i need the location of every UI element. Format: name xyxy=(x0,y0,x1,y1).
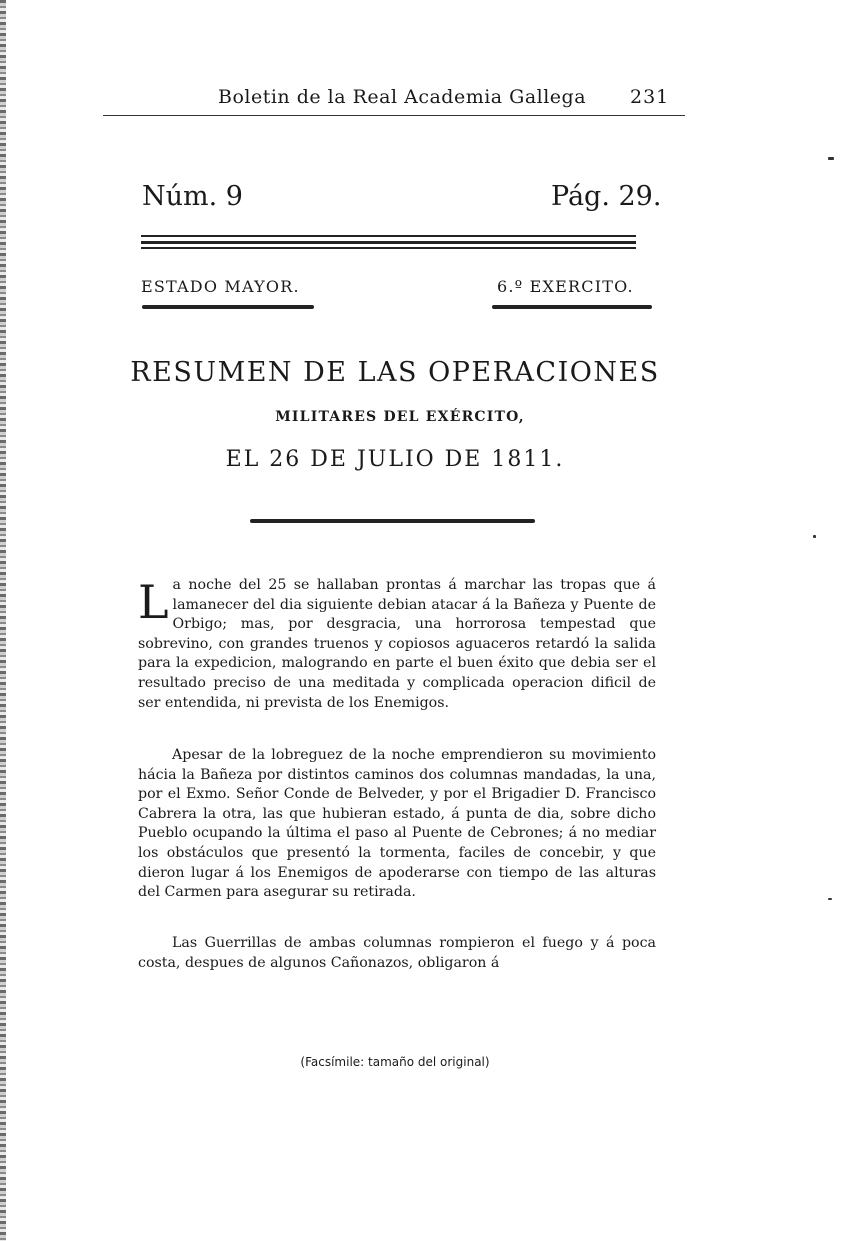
issue-number: Núm. 9 xyxy=(142,181,243,212)
paragraph-2: Apesar de la lobreguez de la noche emprendieron su movimiento hácia la Bañeza por distintos caminos dos columnas mandadas, la una, por el Exmo. Señor Conde de Belveder, y por el Brigadier D. Francisco Cabrera la otra, las que hubieran estado, á punta de dia, sobre dicho Pueblo ocupando la última el paso al Puente de Cebrones; á no mediar los obstáculos que presentó la tormenta, faciles de concebir, y que dieron lugar á los Enemigos de apoderarse con tiempo de las alturas del Carmen para asegurar su retirada. xyxy=(138,747,656,901)
paragraph-1 xyxy=(138,576,656,713)
page-number: 231 xyxy=(630,86,670,108)
date-line: EL 26 DE JULIO DE 1811. xyxy=(225,447,565,472)
paragraph-3: Las Guerrillas de ambas columnas rompieron el fuego y á poca costa, despues de algunos Cañonazos, obligaron á xyxy=(138,935,656,971)
main-title: RESUMEN DE LAS OPERACIONES xyxy=(130,357,660,388)
right-short-rule xyxy=(492,305,652,309)
drop-cap: L xyxy=(138,575,169,629)
running-head-title: Boletin de la Real Academia Gallega xyxy=(218,86,587,108)
scan-speck xyxy=(813,535,816,538)
facsimile-caption: (Facsímile: tamaño del original) xyxy=(300,1055,490,1069)
scan-speck xyxy=(828,157,834,160)
paragraph-1-text: a noche del 25 se hallaban prontas á marchar las tropas que á lamanecer del dia siguiente debian atacar á la Bañeza y Puente de Orbigo; mas, por desgracia, una horrorosa tempestad que sobrevino, con grandes truenos y copiosos aguaceros retardó la salida para la expedicion, malogrando en parte el buen éxito que debia ser el resultado preciso de una meditada y complicada operacion dificil de ser entendida, ni prevista de los Enemigos. xyxy=(138,577,656,711)
original-page-number: Pág. 29. xyxy=(551,181,662,212)
scan-speck xyxy=(828,898,832,900)
section-exercito: 6.º EXERCITO. xyxy=(497,277,634,296)
header-rule xyxy=(103,115,685,116)
subtitle: MILITARES DEL EXÉRCITO, xyxy=(275,409,525,425)
section-estado-mayor: ESTADO MAYOR. xyxy=(141,277,300,296)
ornament-rule xyxy=(250,519,535,523)
double-rule xyxy=(141,235,636,251)
left-short-rule xyxy=(142,305,314,309)
